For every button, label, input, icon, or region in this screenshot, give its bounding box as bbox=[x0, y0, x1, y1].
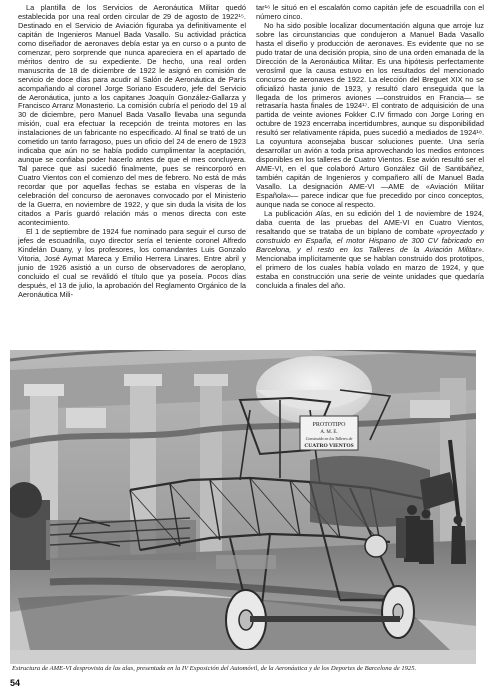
paragraph: El 1 de septiembre de 1924 fue nominado para seguir el curso de jefes de escuadrilla, cuyo director sería el teniente coronel Alfredo Kindelán Duany, y los profesores, los comandantes Luis Gonzalo Vitoria, José Aymat Mareca y Emilio Herrera Linares. Entre abril y junio de 1926 asistió a un curso de observadores de aeroplano, concluido el cual se reválidó el título que ya poseía. Pocos días después, el 13 de julio, la aprobación del Reglamento Orgánico de la Aeronáutica Mili- bbox=[18, 226, 246, 299]
sign-line: PROTOTIPO bbox=[312, 422, 346, 428]
sign-line: CUATRO VIENTOS bbox=[304, 443, 354, 449]
quote: «proyectado y construido en España, el motor Hispano de 300 CV fabricado en Barcelona, y el resto en los Talleres de la Aviación Militar» bbox=[256, 226, 484, 254]
right-column bbox=[256, 4, 484, 346]
page-number: 54 bbox=[10, 678, 21, 688]
paragraph-continuation: tar¹⁶ le situó en el escalafón como capitán jefe de escuadrilla con el número cinco. bbox=[256, 4, 484, 21]
sign-line: Construido en los Talleres de bbox=[305, 436, 353, 441]
paragraph-alas bbox=[256, 210, 484, 291]
sign-line: A. M. E. bbox=[320, 430, 338, 435]
magazine-name: Alas bbox=[315, 208, 331, 218]
photo-illustration bbox=[10, 350, 476, 664]
text-run: . Mencionaba implícitamente que se hablan construido dos prototipos, el primero de los cuales había volado en marzo de 1924, y que estaba en construcción una serie de veinte unidades que quedaría concluida a finales del año. bbox=[256, 244, 484, 290]
paragraph: No ha sido posible localizar documentación alguna que arroje luz sobre las circunstancias que condujeron a Manuel Bada Vasallo hasta el diseño y producción de aeronaves. Es evidente que no se pudo tratar de una decisión propia, sino de una orden emanada de la Dirección de la Aeronáutica Militar. Es una hipótesis perfectamente verosímil que la causa estuvo en los resultados del mencionado concurso de aeronaves de 1922. La elección del Breguet XIX no se oficializó hasta junio de 1923, y resultó claro enseguida que la llegada de los primeros aviones —construidos en Francia— se retrasaría hasta finales de 1924¹⁷. El contrato de adquisición de una partida de veinte aviones Fokker C.IV firmado con Jorge Loring en octubre de 1923 encerraba incertidumbres, aunque su disponibilidad resultó ser relativamente rápida, pues sucedió a mediados de 1924¹⁸. La coyuntura aconsejaba buscar soluciones puente. Una sería desarrollar un avión a toda prisa aprovechando los medios entonces disponibles en los talleres de Cuatro Vientos. Ese avión resultó ser el AME-VI, en el que colaboró Arturo González Gil de Santibáñez, también capitán de Ingenieros y compañero allí de Manuel Bada Vasallo. La designación AME-VI —AME de «Aviación Militar Española»— parece indicar que fue precedido por cinco conceptos, aunque nada se conoce al respecto. bbox=[256, 20, 484, 209]
exhibition-photo bbox=[10, 350, 476, 664]
left-column bbox=[18, 4, 246, 346]
article-body bbox=[18, 4, 484, 346]
paragraph: La plantilla de los Servicios de Aeronáutica Militar quedó establecida por una real orden circular de 29 de agosto de 1922¹⁵. Destinado en el Servicio de Aviación figuraba ya definitivamente el capitán de Ingenieros Manuel Bada Vasallo. Su actividad práctica como diseñador de aeronaves debía estar ya en curso o a punto de comenzar, pero sorprende que nunca apareciera en el apartado de méritos dentro de su expediente. De hecho, una real orden manuscrita de 18 de diciembre de 1922 le asignó en comisión de servicio de doce días para acudir al Salón de Aeronáutica de París acompañando al coronel Jorge Soriano Escudero, jefe del Servicio de Aeronáutica, junto a los capitanes Joaquín González-Gallarza y Francisco Arranz Monasterio. La comisión cubría el periodo del 19 al 30 de diciembre, pero Manuel Bada Vasallo llevaba una segunda misión, cual era efectuar la recepción de treinta motores en las instalaciones de un fabricante no especificado. Al final se trató de un cometido un tanto farragoso, pues un oficio del 24 de enero de 1923 indicaba que aún no se había podido cumplimentar la aceptación, aunque se confiaba poder hacerlo antes de que el mes concluyera. Tal parece que así sucedió finalmente, pues se reincorporó en Cuatro Vientos con el comienzo del mes de febrero. No está de más recordar que por aquellas fechas se estaba en vísperas de la celebración del concurso de aeronaves convocado por el Ministerio de la Guerra, en noviembre de 1922, y que sin duda la visita de los citados a París guardó relación más o menos directa con este acontecimiento. bbox=[18, 4, 246, 227]
text-run: La publicación bbox=[264, 208, 316, 218]
photo-caption: Estructura de AME-VI desprovista de las alas, presentada en la IV Exposición del Automóvil, de la Aeronáutica y de los Deportes de Barcelona de 1925. bbox=[12, 665, 417, 672]
text-run: , en su edición del 1 de noviembre de 1924, daba cuenta de las pruebas del AME-VI en Cuatro Vientos, resaltando que se trataba de un biplano de combate bbox=[256, 208, 484, 236]
